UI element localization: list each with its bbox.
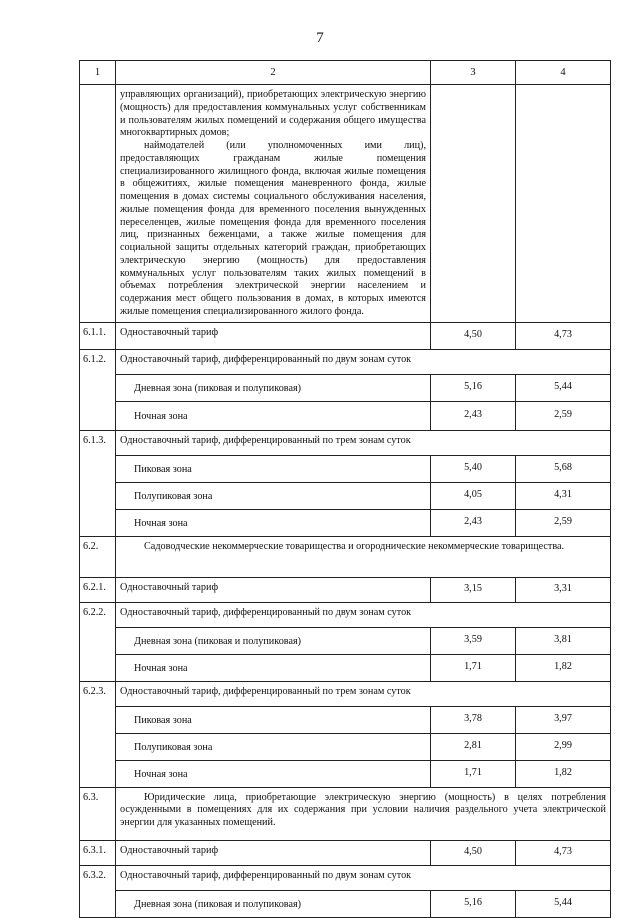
table-row-6-1-2-day (80, 374, 611, 401)
row-label: Полупиковая зона (116, 482, 431, 509)
value-col4: 3,97 (516, 706, 611, 733)
row-label: Дневная зона (пиковая и полупиковая) (116, 627, 431, 654)
value-col4: 2,59 (516, 401, 611, 430)
row-label: Дневная зона (пиковая и полупиковая) (116, 890, 431, 917)
table-row-6-3-1 (80, 840, 611, 865)
row-label: Ночная зона (116, 654, 431, 681)
value-col4: 5,44 (516, 374, 611, 401)
table-header-row (80, 61, 611, 85)
table-row-6-1-3-night (80, 509, 611, 536)
value-col3: 1,71 (431, 760, 516, 787)
table-row-6-2-3 (80, 681, 611, 706)
value-col3: 2,43 (431, 509, 516, 536)
row-label: Юридические лица, приобретающие электрическую энергию (мощность) в целях потребления осужденными в помещениях для их содержания при условии наличия раздельного учета электрической энергии для указанных помещений. (116, 787, 611, 840)
value-col3: 3,15 (431, 577, 516, 602)
value-col4: 5,68 (516, 455, 611, 482)
table-row-6-1-3-peak (80, 455, 611, 482)
row-number: 6.3.2. (80, 865, 116, 917)
row-label: Ночная зона (116, 760, 431, 787)
value-col4: 4,73 (516, 840, 611, 865)
col-header-4: 4 (516, 61, 611, 85)
row-label: Дневная зона (пиковая и полупиковая) (116, 374, 431, 401)
value-col4: 2,99 (516, 733, 611, 760)
value-col3: 2,43 (431, 401, 516, 430)
table-row-6-3-2 (80, 865, 611, 890)
row-number: 6.2. (80, 536, 116, 577)
row-number: 6.3. (80, 787, 116, 840)
row-label: Пиковая зона (116, 455, 431, 482)
value-col4: 4,73 (516, 322, 611, 349)
row-number: 6.2.3. (80, 681, 116, 787)
table-row-6-2-1 (80, 577, 611, 602)
row-number: 6.3.1. (80, 840, 116, 865)
col-header-2: 2 (116, 61, 431, 85)
row-label: Одноставочный тариф, дифференцированный по двум зонам суток (116, 349, 611, 374)
row-number: 6.2.1. (80, 577, 116, 602)
table-row-6-3-2-day (80, 890, 611, 917)
value-col4: 2,59 (516, 509, 611, 536)
row-label: Пиковая зона (116, 706, 431, 733)
table-row-6-2-2-day (80, 627, 611, 654)
value-col4: 5,44 (516, 890, 611, 917)
row-number: 6.1.3. (80, 430, 116, 536)
table-row-6-2-3-night (80, 760, 611, 787)
value-col4: 3,31 (516, 577, 611, 602)
value-col3: 4,50 (431, 840, 516, 865)
row-label: Одноставочный тариф, дифференцированный по трем зонам суток (116, 681, 611, 706)
row-number: 6.2.2. (80, 602, 116, 681)
row-label: Одноставочный тариф (116, 322, 431, 349)
value-col4: 1,82 (516, 654, 611, 681)
row-label: Одноставочный тариф (116, 577, 431, 602)
intro-paragraph-1: управляющих организаций), приобретающих электрическую энергию (мощность) для предоставления коммунальных услуг собственникам и пользователям жилых помещений и содержания общего имущества многоквартирных домов; (120, 89, 426, 139)
value-col4: 4,31 (516, 482, 611, 509)
row-label: Ночная зона (116, 401, 431, 430)
value-col3: 4,50 (431, 322, 516, 349)
table-row-6-1-1 (80, 322, 611, 349)
value-col3: 5,40 (431, 455, 516, 482)
value-col3: 3,59 (431, 627, 516, 654)
table-row-6-2-2 (80, 602, 611, 627)
table-row-6-2-3-peak (80, 706, 611, 733)
intro-paragraph-2: наймодателей (или уполномоченных ими лиц), предоставляющих гражданам жилые помещения специализированного жилищного фонда, включая жилые помещения в общежитиях, жилые помещения маневренного фонда, жилые помещения в домах системы социального обслуживания населения, жилые помещения фонда для временного поселения вынужденных переселенцев, жилые помещения фонда для временного поселения лиц, признанных беженцами, а также жилые помещения для социальной защиты отдельных категорий граждан, приобретающих электрическую энергию (мощность) для предоставления коммунальных услуг пользователям таких жилых помещений в объемах потребления электрической энергии населением и содержания мест общего пользования в домах, в которых имеются жилые помещения специализированного жилого фонда. (120, 140, 426, 317)
row-number: 6.1.2. (80, 349, 116, 430)
row-label: Одноставочный тариф, дифференцированный по двум зонам суток (116, 865, 611, 890)
table-row-6-3 (80, 787, 611, 840)
page-number: 7 (316, 30, 324, 46)
table-row-6-2 (80, 536, 611, 577)
row-label: Одноставочный тариф, дифференцированный по двум зонам суток (116, 602, 611, 627)
value-col3: 5,16 (431, 890, 516, 917)
value-col3: 5,16 (431, 374, 516, 401)
table-row-6-1-3-half (80, 482, 611, 509)
table-row-6-2-3-half (80, 733, 611, 760)
value-col4: 3,81 (516, 627, 611, 654)
row-label: Одноставочный тариф, дифференцированный по трем зонам суток (116, 430, 611, 455)
table-row-6-1-2-night (80, 401, 611, 430)
table-row-6-1-2 (80, 349, 611, 374)
col-header-3: 3 (431, 61, 516, 85)
value-col3: 2,81 (431, 733, 516, 760)
row-label: Садоводческие некоммерческие товарищества и огороднические некоммерческие товарищества. (116, 536, 611, 577)
value-col3: 4,05 (431, 482, 516, 509)
row-label: Ночная зона (116, 509, 431, 536)
table-row-6-1-3 (80, 430, 611, 455)
row-label: Одноставочный тариф (116, 840, 431, 865)
value-col4: 1,82 (516, 760, 611, 787)
row-number: 6.1.1. (80, 322, 116, 349)
table-row-6-2-2-night (80, 654, 611, 681)
row-label: Полупиковая зона (116, 733, 431, 760)
value-col3: 3,78 (431, 706, 516, 733)
col-header-1: 1 (80, 61, 116, 85)
tariff-table (79, 60, 611, 918)
value-col3: 1,71 (431, 654, 516, 681)
table-row-intro (80, 85, 611, 323)
